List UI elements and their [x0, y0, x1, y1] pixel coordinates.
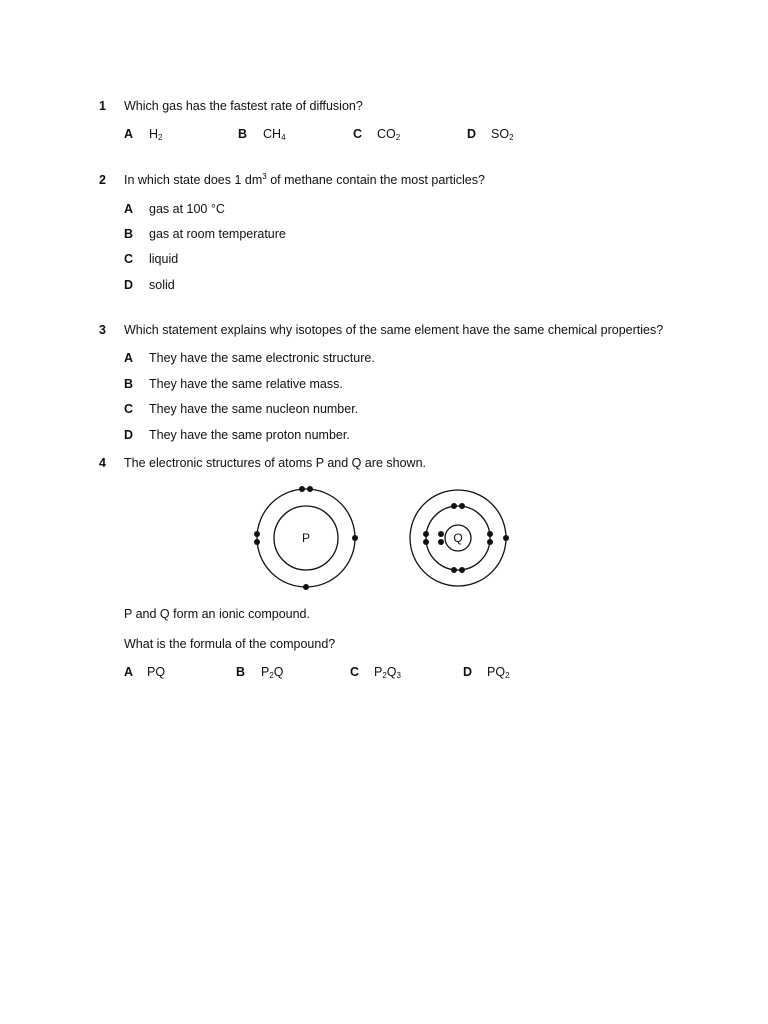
electron — [459, 503, 465, 509]
atom-q-diagram — [403, 482, 515, 594]
option-formula: $PQ_2$ — [487, 665, 510, 680]
question-number: 2 — [99, 173, 106, 187]
option-letter: B — [124, 377, 134, 391]
option-letter: C — [124, 252, 134, 266]
question-text: In which state does 1 $dm^3$ of methane contain the most particles? — [124, 172, 485, 187]
option-text: gas at room temperature — [149, 227, 286, 241]
question-prompt: What is the formula of the compound? — [124, 637, 336, 651]
option-letter: D — [463, 665, 473, 679]
option-text: They have the same nucleon number. — [149, 402, 359, 416]
electron — [307, 486, 313, 492]
option-text: gas at 100 °C — [149, 202, 225, 216]
electron — [254, 531, 260, 537]
option-formula: $CO_2$ — [377, 127, 401, 142]
question-text: Which statement explains why isotopes of the same element have the same chemical properties? — [124, 323, 664, 337]
option-text: They have the same electronic structure. — [149, 351, 375, 365]
option-formula: $CH_4$ — [263, 127, 286, 142]
option-text: solid — [149, 278, 175, 292]
statement-text: P and Q form an ionic compound. — [124, 607, 310, 621]
option-letter: A — [124, 127, 134, 141]
electron — [303, 584, 309, 590]
atom-p-diagram — [250, 482, 362, 594]
option-letter: D — [124, 278, 134, 292]
option-letter: D — [467, 127, 477, 141]
atom-q-label: Q — [453, 531, 463, 545]
electrons — [423, 503, 509, 573]
option-letter: C — [353, 127, 363, 141]
option-formula: $H_2$ — [149, 127, 163, 142]
option-formula: $P_2Q$ — [261, 665, 284, 680]
electron — [451, 503, 457, 509]
option-letter: B — [124, 227, 134, 241]
option-letter: B — [238, 127, 248, 141]
question-text: Which gas has the fastest rate of diffusion? — [124, 99, 363, 113]
option-formula: $SO_2$ — [491, 127, 514, 142]
option-formula: $P_2Q_3$ — [374, 665, 401, 680]
option-formula: PQ — [147, 665, 166, 679]
electron — [459, 567, 465, 573]
question-number: 3 — [99, 323, 106, 337]
option-letter: C — [124, 402, 134, 416]
option-letter: B — [236, 665, 246, 679]
electron — [352, 535, 358, 541]
electron — [503, 535, 509, 541]
option-text: liquid — [149, 252, 179, 266]
electron — [451, 567, 457, 573]
electron — [423, 539, 429, 545]
question-text: The electronic structures of atoms P and Q are shown. — [124, 456, 426, 470]
option-letter: A — [124, 351, 134, 365]
option-text: They have the same relative mass. — [149, 377, 343, 391]
question-number: 4 — [99, 456, 106, 470]
electron — [487, 539, 493, 545]
electron — [438, 539, 444, 545]
atom-p-label: P — [301, 531, 311, 545]
question-number: 1 — [99, 99, 106, 113]
option-letter: D — [124, 428, 134, 442]
electron — [423, 531, 429, 537]
electron — [299, 486, 305, 492]
electron — [487, 531, 493, 537]
option-letter: A — [124, 202, 134, 216]
option-letter: C — [350, 665, 360, 679]
option-letter: A — [124, 665, 134, 679]
electron — [254, 539, 260, 545]
option-text: They have the same proton number. — [149, 428, 350, 442]
electron — [438, 531, 444, 537]
